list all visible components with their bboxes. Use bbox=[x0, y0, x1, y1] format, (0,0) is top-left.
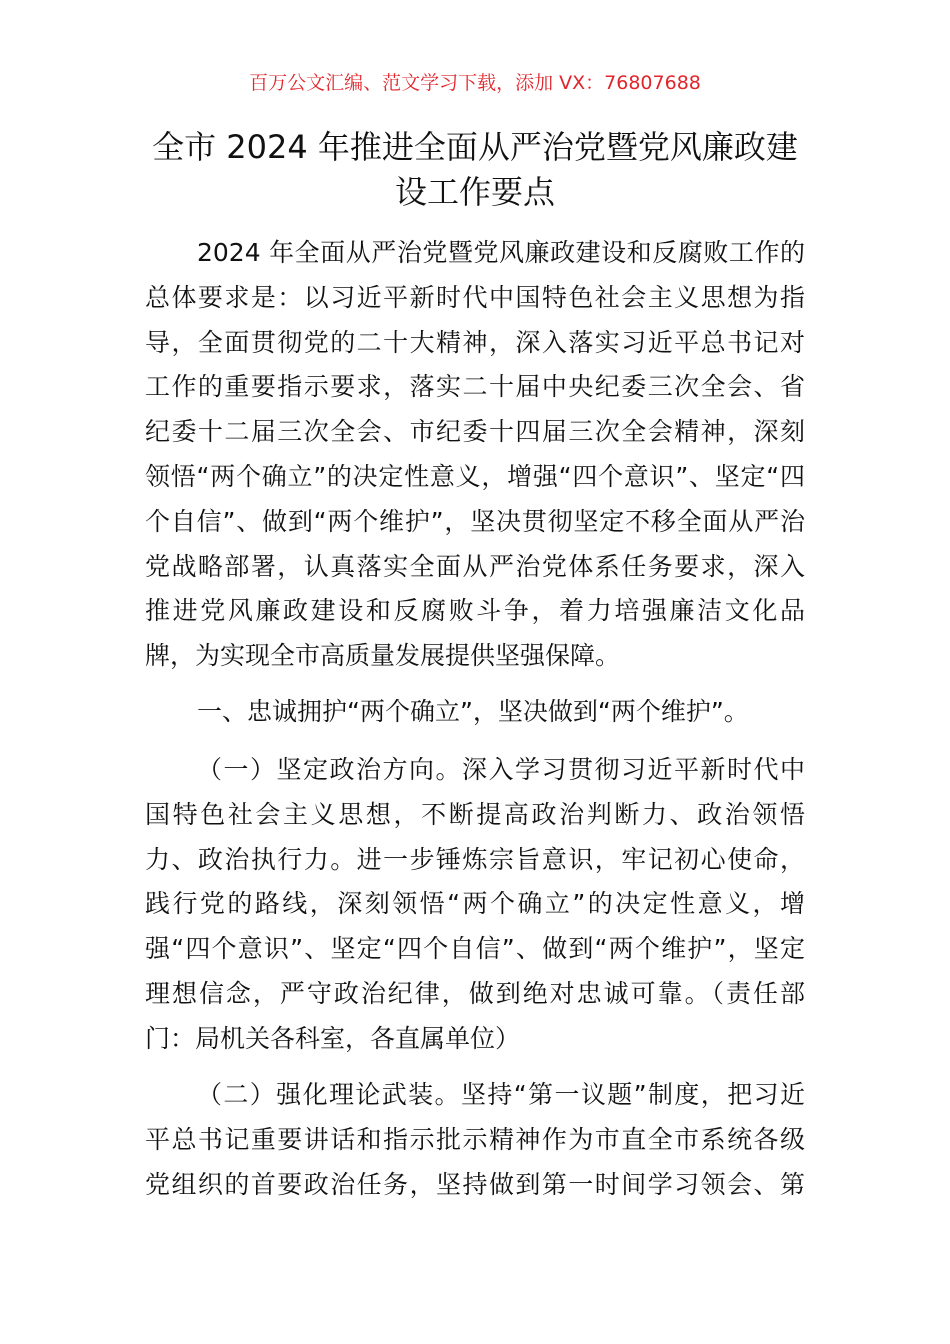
text-line: 践行党的路线，深刻领悟“两个确立”的决定性意义，增 bbox=[145, 889, 805, 919]
text-line: 一、忠诚拥护“两个确立”，坚决做到“两个维护”。 bbox=[197, 697, 749, 726]
text-line: 力、政治执行力。进一步锤炼宗旨意识，牢记初心使命， bbox=[145, 844, 805, 874]
text-line: 国特色社会主义思想，不断提高政治判断力、政治领悟 bbox=[145, 799, 805, 829]
document-title-line-2: 设工作要点 bbox=[394, 173, 555, 211]
text-line: 门：局机关各科室，各直属单位） bbox=[145, 1023, 521, 1053]
text-line: 2024 年全面从严治党暨党风廉政建设和反腐败工作的 bbox=[197, 238, 805, 267]
text-line: 纪委十二届三次全会、市纪委十四届三次全会精神，深刻 bbox=[145, 417, 805, 447]
paragraph-theory-arming bbox=[145, 1073, 805, 1207]
watermark-banner: 百万公文汇编、范文学习下载，添加 VX：76807688 bbox=[249, 72, 701, 94]
text-line: （二）强化理论武装。坚持“第一议题”制度，把习近 bbox=[197, 1080, 805, 1109]
text-line: 党组织的首要政治任务，坚持做到第一时间学习领会、第 bbox=[145, 1169, 805, 1199]
text-line: 强“四个意识”、坚定“四个自信”、做到“两个维护”，坚定 bbox=[145, 934, 805, 964]
text-line: 总体要求是：以习近平新时代中国特色社会主义思想为指 bbox=[145, 282, 805, 312]
section-heading-1 bbox=[145, 690, 805, 735]
text-line: 理想信念，严守政治纪律，做到绝对忠诚可靠。（责任部 bbox=[145, 978, 805, 1008]
text-line: 领悟“两个确立”的决定性意义，增强“四个意识”、坚定“四 bbox=[145, 461, 805, 491]
text-line: （一）坚定政治方向。深入学习贯彻习近平新时代中 bbox=[197, 755, 805, 784]
text-line: 个自信”、做到“两个维护”，坚决贯彻坚定不移全面从严治 bbox=[145, 506, 805, 536]
document-title-line-1: 全市 2024 年推进全面从严治党暨党风廉政建 bbox=[152, 128, 798, 166]
text-line: 平总书记重要讲话和指示批示精神作为市直全市系统各级 bbox=[145, 1124, 805, 1154]
paragraph-general-requirements bbox=[145, 231, 805, 679]
text-line: 党战略部署，认真落实全面从严治党体系任务要求，深入 bbox=[145, 551, 805, 581]
text-line: 导，全面贯彻党的二十大精神，深入落实习近平总书记对 bbox=[145, 327, 805, 357]
paragraph-political-direction bbox=[145, 748, 805, 1062]
text-line: 牌，为实现全市高质量发展提供坚强保障。 bbox=[145, 641, 621, 671]
text-line: 推进党风廉政建设和反腐败斗争，着力培强廉洁文化品 bbox=[145, 596, 805, 626]
text-line: 工作的重要指示要求，落实二十届中央纪委三次全会、省 bbox=[145, 372, 805, 402]
